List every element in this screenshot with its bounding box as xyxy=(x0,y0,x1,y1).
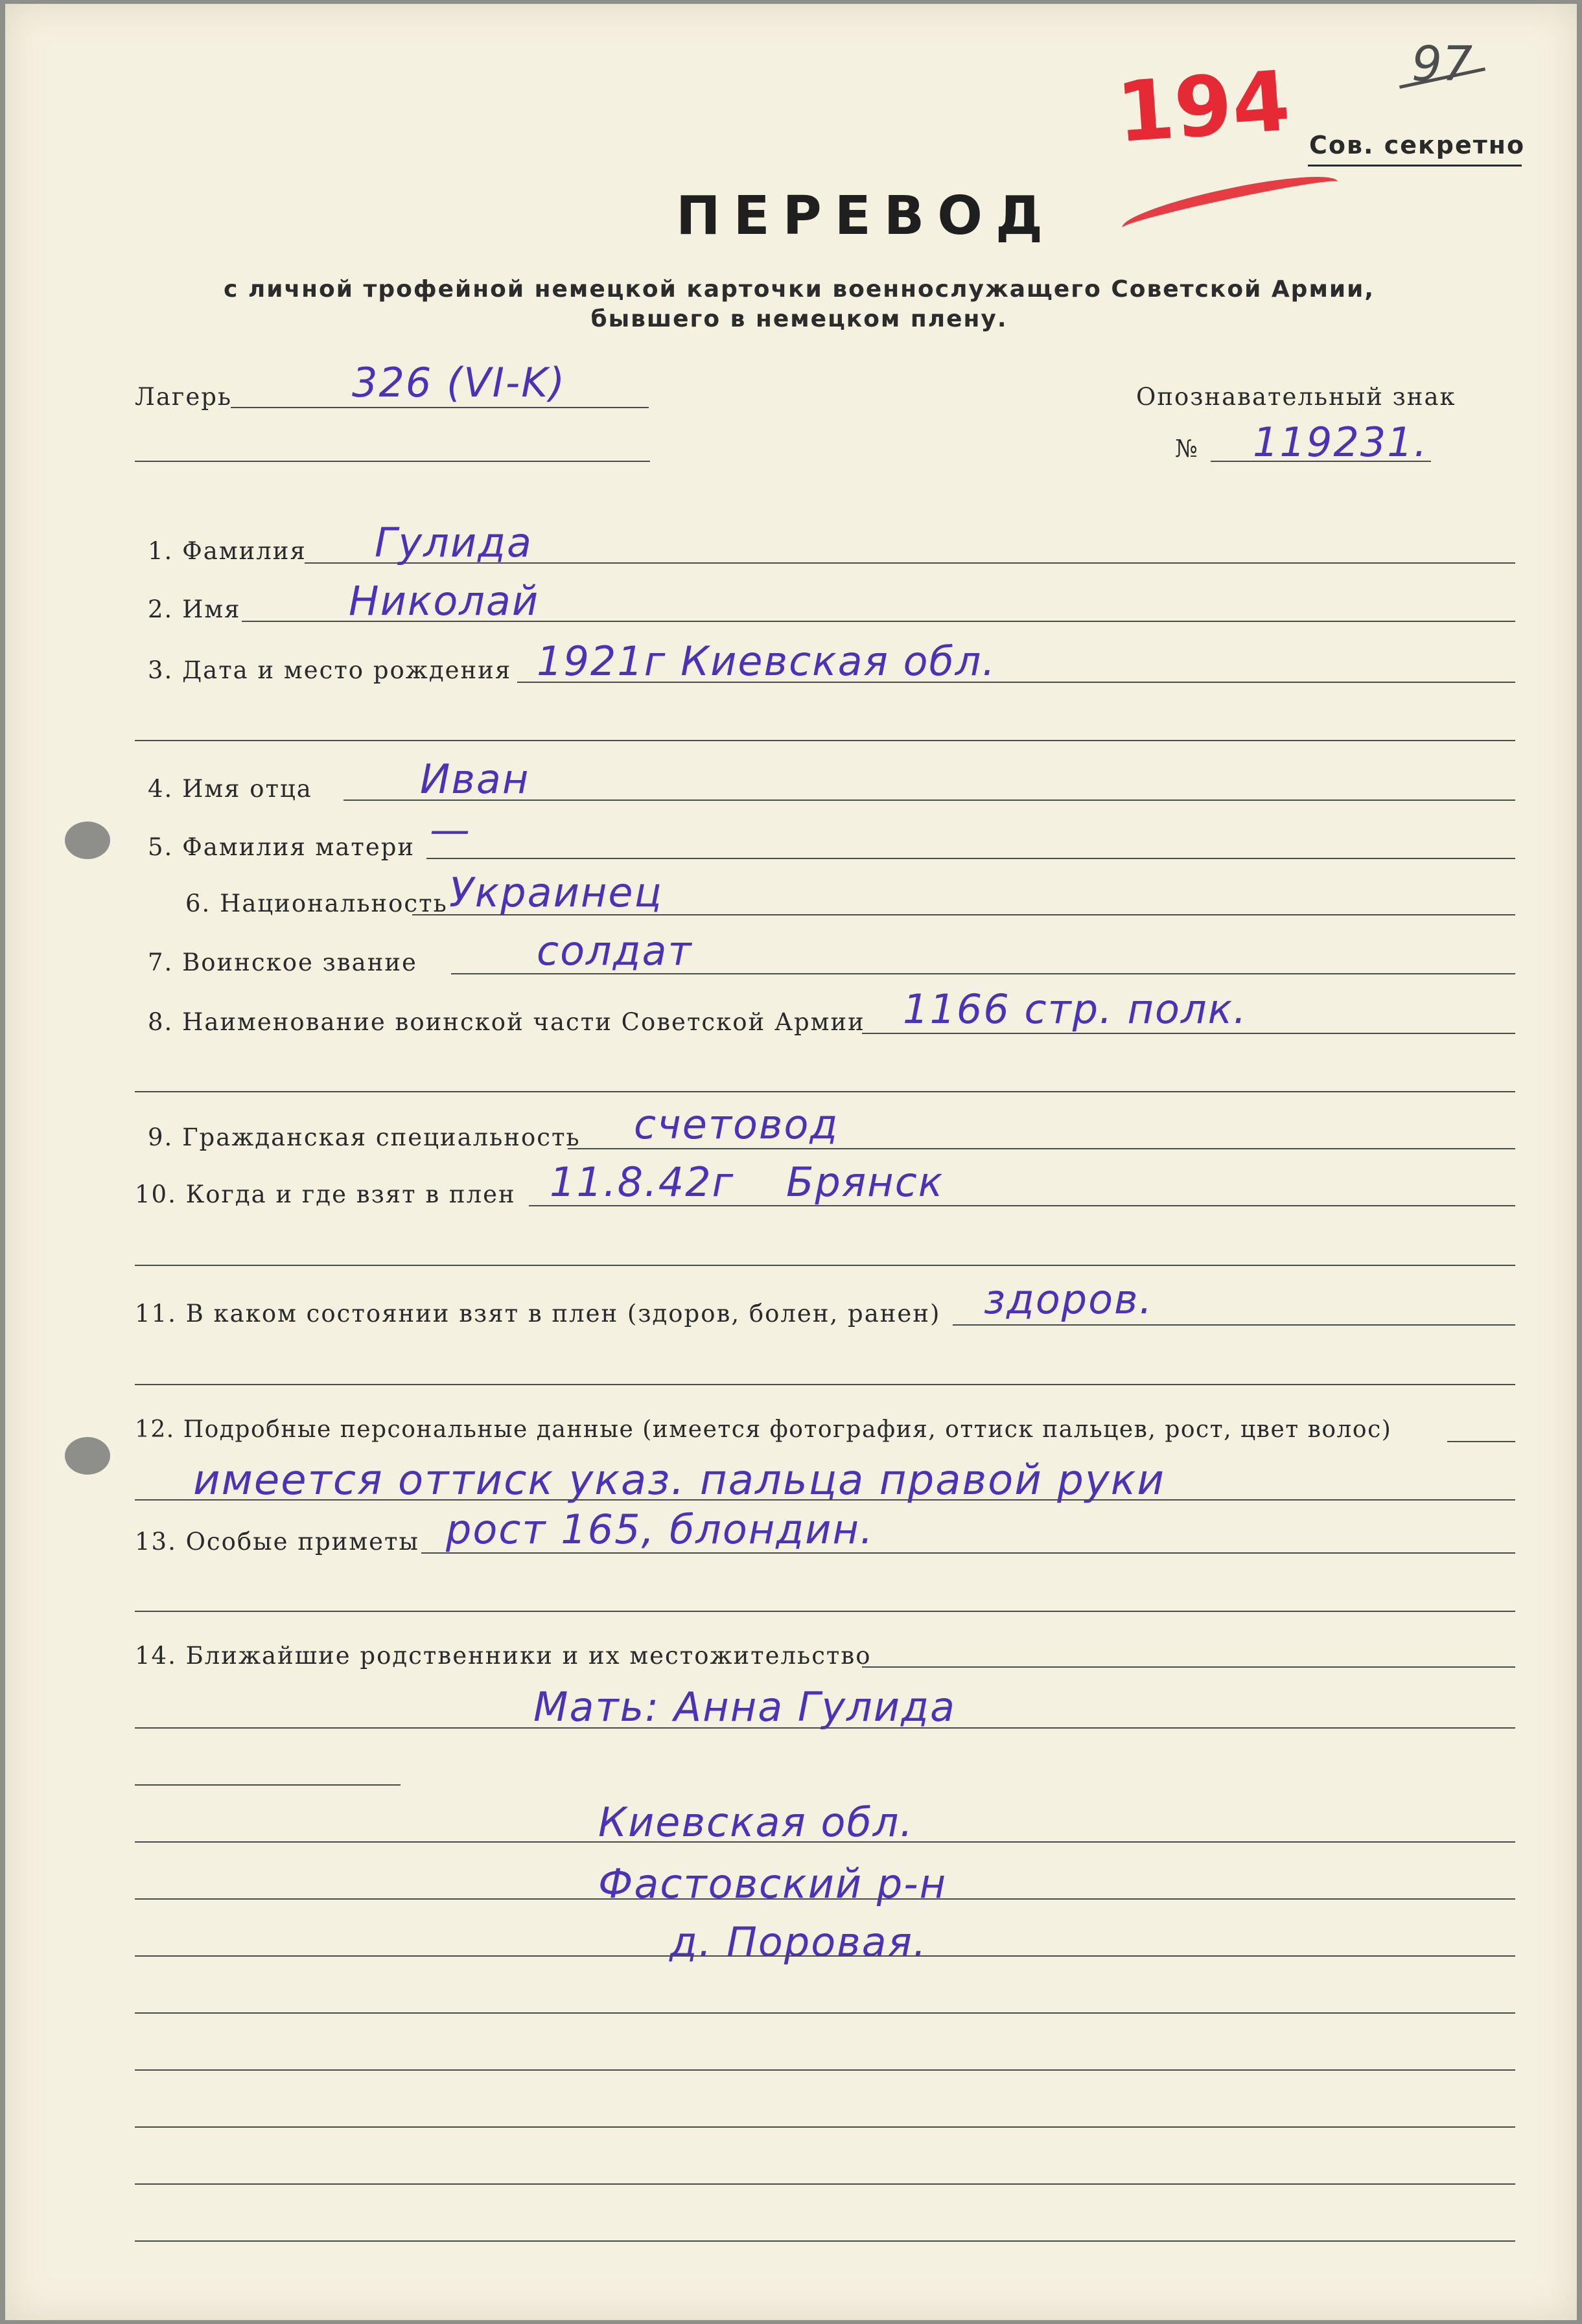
relatives-value-1: Мать: Анна Гулида xyxy=(533,1683,956,1731)
personal-data-label: 12. Подробные персональные данные (имеется фотография, оттиск пальцев, рост, цвет волос) xyxy=(135,1416,1392,1443)
first-name-value: Николай xyxy=(349,577,540,625)
relatives-line-4 xyxy=(135,1841,1515,1843)
relatives-value-4: д. Поровая. xyxy=(669,1918,927,1966)
birth-label: 3. Дата и место рождения xyxy=(148,656,512,684)
relatives-value-3: Фастовский р-н xyxy=(598,1860,948,1907)
unit-line xyxy=(862,1033,1515,1034)
profession-value: счетовод xyxy=(634,1101,839,1148)
mother-surname-line xyxy=(426,858,1515,859)
punch-hole xyxy=(65,1437,110,1475)
condition-line-2 xyxy=(135,1384,1515,1385)
unit-label: 8. Наименование воинской части Советской Армии xyxy=(148,1008,865,1036)
classification-label: Сов. секретно xyxy=(1309,131,1526,159)
captured-line-2 xyxy=(135,1265,1515,1266)
rank-value: солдат xyxy=(537,927,693,974)
personal-data-line xyxy=(1447,1441,1515,1442)
father-name-value: Иван xyxy=(420,755,530,803)
condition-value: здоров. xyxy=(984,1276,1154,1323)
relatives-line-5 xyxy=(135,1898,1515,1900)
condition-label: 11. В каком состоянии взят в плен (здоров, болен, ранен) xyxy=(135,1300,941,1328)
red-underline-mark xyxy=(1119,166,1342,244)
captured-place-value: Брянск xyxy=(786,1158,944,1206)
red-archive-number: 194 xyxy=(1113,52,1294,162)
relatives-value-2: Киевская обл. xyxy=(598,1799,914,1846)
old-archive-number: 97 xyxy=(1412,36,1473,92)
nationality-label: 6. Национальность xyxy=(185,890,448,917)
relatives-line-3 xyxy=(135,1784,401,1786)
mother-surname-value: — xyxy=(430,806,471,853)
profession-label: 9. Гражданская специальность xyxy=(148,1123,581,1151)
relatives-line-7 xyxy=(135,2012,1515,2014)
first-name-label: 2. Имя xyxy=(148,595,241,623)
camp-value: 326 (VI-K) xyxy=(352,359,566,406)
camp-line-2 xyxy=(135,461,650,462)
special-marks-line-2 xyxy=(135,1611,1515,1612)
relatives-line-9 xyxy=(135,2126,1515,2128)
subtitle-line1: с личной трофейной немецкой карточки военнослужащего Советской Армии, xyxy=(223,276,1375,303)
tag-label: Опознавательный знак xyxy=(1136,383,1456,411)
relatives-label: 14. Ближайшие родственники и их местожительство xyxy=(135,1642,872,1670)
classification-underline xyxy=(1308,165,1522,167)
personal-data-line-2 xyxy=(135,1499,1515,1501)
relatives-line-6 xyxy=(135,1955,1515,1957)
tag-no-label: № xyxy=(1175,435,1200,463)
unit-value: 1166 стр. полк. xyxy=(903,985,1248,1033)
birth-value: 1921г Киевская обл. xyxy=(537,638,997,685)
camp-line xyxy=(231,407,649,408)
profession-line xyxy=(568,1148,1515,1149)
camp-label: Лагерь xyxy=(135,383,233,411)
special-marks-label: 13. Особые приметы xyxy=(135,1528,419,1556)
surname-value: Гулида xyxy=(375,519,533,566)
relatives-line-10 xyxy=(135,2183,1515,2185)
personal-data-value: имеется оттиск указ. пальца правой руки xyxy=(193,1456,1165,1504)
document-sheet xyxy=(5,4,1577,2320)
unit-line-2 xyxy=(135,1091,1515,1092)
rank-label: 7. Воинское звание xyxy=(148,949,417,976)
special-marks-value: рост 165, блондин. xyxy=(446,1506,874,1553)
birth-line-2 xyxy=(135,740,1515,741)
tag-value: 119231. xyxy=(1253,419,1428,466)
mother-surname-label: 5. Фамилия матери xyxy=(148,833,415,861)
captured-label: 10. Когда и где взят в плен xyxy=(135,1180,516,1208)
captured-date-value: 11.8.42г xyxy=(550,1158,735,1206)
relatives-line-2 xyxy=(135,1727,1515,1729)
nationality-value: Украинец xyxy=(449,869,663,916)
relatives-line-8 xyxy=(135,2069,1515,2071)
father-name-label: 4. Имя отца xyxy=(148,775,312,803)
relatives-line xyxy=(862,1666,1515,1668)
punch-hole xyxy=(65,822,110,859)
condition-line xyxy=(953,1324,1515,1326)
subtitle-line2: бывшего в немецком плену. xyxy=(590,306,1008,332)
relatives-line-11 xyxy=(135,2240,1515,2242)
surname-label: 1. Фамилия xyxy=(148,537,307,565)
document-title: ПЕРЕВОД xyxy=(676,185,1056,247)
